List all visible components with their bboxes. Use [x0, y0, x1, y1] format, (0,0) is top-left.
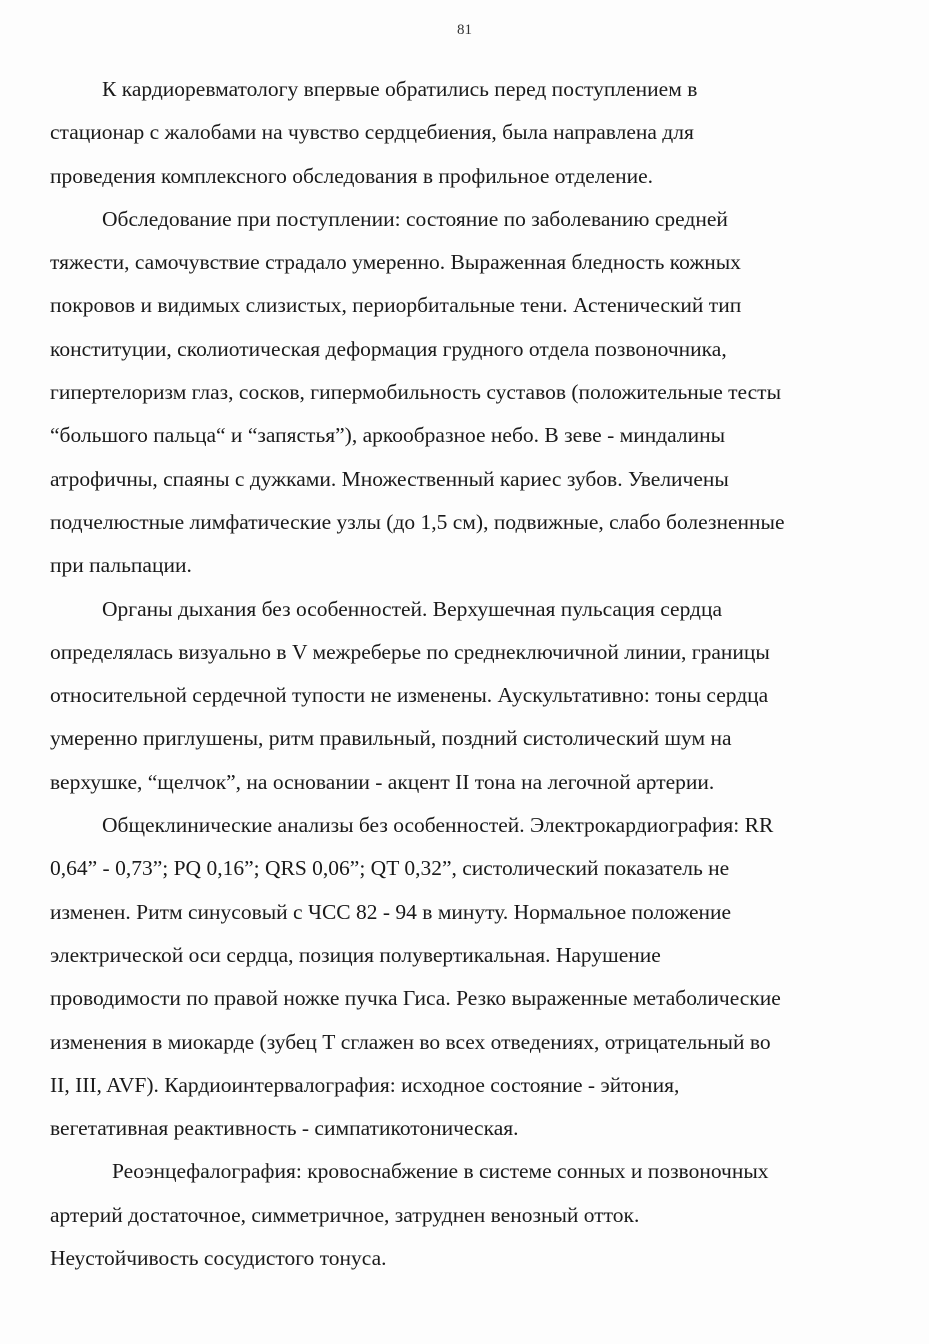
- paragraph-2-line-2: тяжести, самочувствие страдало умеренно. Выраженная бледность кожных: [50, 250, 741, 275]
- paragraph-2-line-9: при пальпации.: [50, 553, 192, 578]
- paragraph-4-line-2: 0,64” - 0,73”; PQ 0,16”; QRS 0,06”; QT 0,32”, систолический показатель не: [50, 856, 730, 881]
- body-text: [50, 68, 890, 1280]
- paragraph-5-line-2: артерий достаточное, симметричное, затруднен венозный отток.: [50, 1202, 640, 1227]
- paragraph-2-line-8: подчелюстные лимфатические узлы (до 1,5 см), подвижные, слабо болезненные: [50, 509, 785, 534]
- paragraph-4-line-3: изменен. Ритм синусовый с ЧСС 82 - 94 в минуту. Нормальное положение: [50, 899, 732, 924]
- paragraph-2-line-7: атрофичны, спаяны с дужками. Множественный кариес зубов. Увеличены: [50, 466, 729, 491]
- paragraph-3-line-3: относительной сердечной тупости не изменены. Аускультативно: тоны сердца: [50, 683, 769, 708]
- paragraph-2-line-4: конституции, сколиотическая деформация грудного отдела позвоночника,: [50, 336, 727, 361]
- paragraph-1-line-1: К кардиоревматологу впервые обратились перед поступлением в: [102, 77, 698, 101]
- paragraph-2-line-5: гипертелоризм глаз, сосков, гипермобильность суставов (положительные тесты: [50, 380, 782, 405]
- paragraph-1-line-2: стационар с жалобами на чувство сердцебиения, была направлена для: [50, 120, 694, 145]
- paragraph-4-line-1: Общеклинические анализы без особенностей. Электрокардиография: RR: [102, 813, 774, 838]
- page-number: 81: [457, 22, 472, 38]
- paragraph-4-line-4: электрической оси сердца, позиция полувертикальная. Нарушение: [50, 942, 661, 967]
- paragraph-2-line-3: покровов и видимых слизистых, периорбитальные тени. Астенический тип: [50, 293, 742, 318]
- paragraph-5-line-1: Реоэнцефалография: кровоснабжение в системе сонных и позвоночных: [112, 1159, 769, 1184]
- paragraph-5-line-3: Неустойчивость сосудистого тонуса.: [50, 1246, 387, 1271]
- paragraph-1-line-3: проведения комплексного обследования в профильное отделение.: [50, 163, 654, 188]
- paragraph-3-line-1: Органы дыхания без особенностей. Верхушечная пульсация сердца: [102, 596, 723, 621]
- paragraph-4-line-8: вегетативная реактивность - симпатикотоническая.: [50, 1116, 519, 1141]
- paragraph-4-line-5: проводимости по правой ножке пучка Гиса. Резко выраженные метаболические: [50, 986, 781, 1011]
- paragraph-3-line-2: определялась визуально в V межреберье по среднеключичной линии, границы: [50, 639, 770, 664]
- paragraph-3-line-4: умеренно приглушены, ритм правильный, поздний систолический шум на: [50, 726, 732, 751]
- paragraph-2-line-1: Обследование при поступлении: состояние по заболеванию средней: [102, 206, 728, 231]
- paragraph-2-line-6: “большого пальца“ и “запястья”), аркообразное небо. В зеве - миндалины: [50, 423, 726, 448]
- paragraph-3-line-5: верхушке, “щелчок”, на основании - акцент II тона на легочной артерии.: [50, 769, 715, 794]
- paragraph-4-line-7: II, III, AVF). Кардиоинтервалография: исходное состояние - эйтония,: [50, 1072, 680, 1097]
- paragraph-4-line-6: изменения в миокарде (зубец Т сглажен во всех отведениях, отрицательный во: [50, 1029, 771, 1054]
